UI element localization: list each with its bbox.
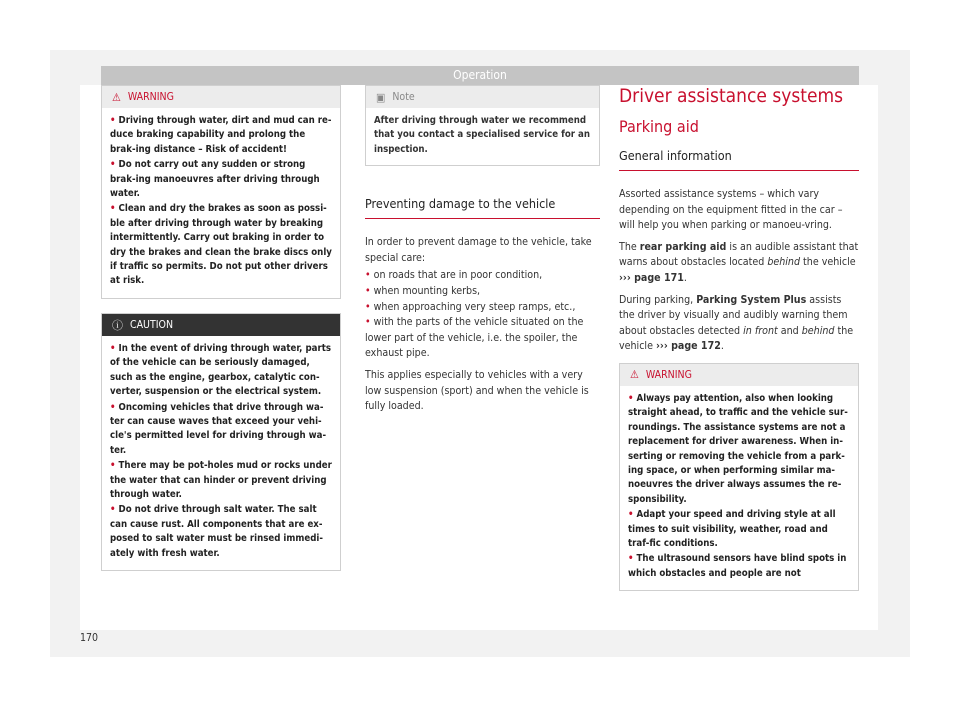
chapter-title: Driver assistance systems — [619, 85, 844, 107]
column-1 — [101, 85, 341, 571]
paragraph: Assorted assistance systems – which vary depending on the equipment fitted in the car – will help you when parking or manoeu-vring. — [619, 188, 843, 232]
warning-header — [102, 86, 340, 108]
caution-body — [102, 336, 340, 570]
list-item: • when mounting kerbs, — [365, 285, 481, 297]
caution-icon: ⓘ — [112, 318, 123, 332]
page-number: 170 — [80, 632, 99, 644]
list-item: • Do not drive through salt water. The salt can cause rust. All components that are ex-posed to salt water must be rinsed immedi-ately with fresh water. — [110, 504, 323, 559]
page-reference-link[interactable]: ››› page 172 — [655, 340, 721, 353]
paragraph: During parking, Parking System Plus assists the driver by visually and audibly warning them about obstacles detected in front and behind the vehicle ››› page 172. — [619, 293, 854, 353]
warning-triangle-icon: ⚠ — [630, 368, 639, 382]
note-title: Note — [392, 91, 415, 103]
caution-box — [101, 313, 341, 571]
manual-page — [50, 50, 910, 657]
list-item: • Always pay attention, also when looking straight ahead, to traffic and the vehicle sur-roundings. The assistance systems are not a replacement for driver awareness. When in-serting or removing the vehicle from a park-ing space, or when performing similar ma-noeuvres the driver always assumes the re-sponsibility. — [628, 392, 848, 505]
paragraph: This applies especially to vehicles with a very low suspension (sport) and when the vehicle is fully loaded. — [365, 368, 589, 413]
warning-body — [620, 386, 858, 590]
section-heading: Preventing damage to the vehicle — [365, 196, 600, 219]
warning-body — [102, 108, 340, 298]
note-header — [366, 86, 599, 108]
page-header — [101, 66, 859, 85]
warning-triangle-icon: ⚠ — [112, 90, 121, 104]
note-box — [365, 85, 600, 166]
list-item: • Oncoming vehicles that drive through wa-ter can cause waves that exceed your vehi-cle's permitted level for driving through wa-ter. — [110, 401, 327, 456]
subsection-heading: General information — [619, 148, 859, 171]
list-item: • There may be pot-holes mud or rocks under the water that can hinder or prevent driving through water. — [110, 460, 332, 500]
warning-header — [620, 364, 858, 386]
section-body — [365, 235, 600, 415]
header-title: Operation — [453, 68, 507, 82]
warning-box — [619, 363, 859, 591]
note-body: After driving through water we recommend that you contact a specialised service for an inspection. — [374, 115, 591, 155]
caution-title: CAUTION — [130, 318, 174, 331]
list-item: • Do not carry out any sudden or strong brak-ing manoeuvres after driving through water. — [110, 159, 320, 200]
warning-title: WARNING — [645, 368, 692, 381]
list-item: • with the parts of the vehicle situated on the lower part of the vehicle, i.e. the spoiler, the exhaust pipe. — [365, 316, 584, 360]
caution-header — [102, 314, 340, 336]
warning-title: WARNING — [127, 91, 174, 103]
paragraph: The rear parking aid is an audible assistant that warns about obstacles located behind the vehicle ››› page 171. — [619, 240, 859, 284]
warning-box — [101, 85, 341, 299]
list-item: • when approaching very steep ramps, etc., — [365, 300, 576, 313]
section-title: Parking aid — [619, 117, 699, 136]
list-item: • Adapt your speed and driving style at all times to suit visibility, weather, road and traf-fic conditions. — [628, 509, 836, 549]
column-3 — [619, 85, 859, 591]
paragraph: In order to prevent damage to the vehicle, take special care: — [365, 236, 592, 264]
list-item: • Driving through water, dirt and mud can re-duce braking capability and prolong the brak-ing distance – Risk of accident! — [110, 115, 332, 155]
page-reference-link[interactable]: ››› page 171 — [619, 271, 684, 284]
note-icon: ▣ — [376, 90, 386, 104]
list-item: • In the event of driving through water, parts of the vehicle can be seriously damaged, such as the engine, gearbox, catalytic con-verter, suspension or the electrical system. — [110, 342, 331, 398]
column-2 — [365, 85, 600, 421]
subsection-body — [619, 187, 859, 355]
page-content — [80, 85, 878, 630]
list-item: • The ultrasound sensors have blind spots in which obstacles and people are not — [628, 553, 847, 579]
list-item: • on roads that are in poor condition, — [365, 269, 543, 282]
list-item: • Clean and dry the brakes as soon as possi-ble after driving through water by breaking intermittently. Carry out braking in order to dry the brakes and clean the brake discs only if traffic so permits. Do not put other drivers at risk. — [110, 203, 332, 287]
